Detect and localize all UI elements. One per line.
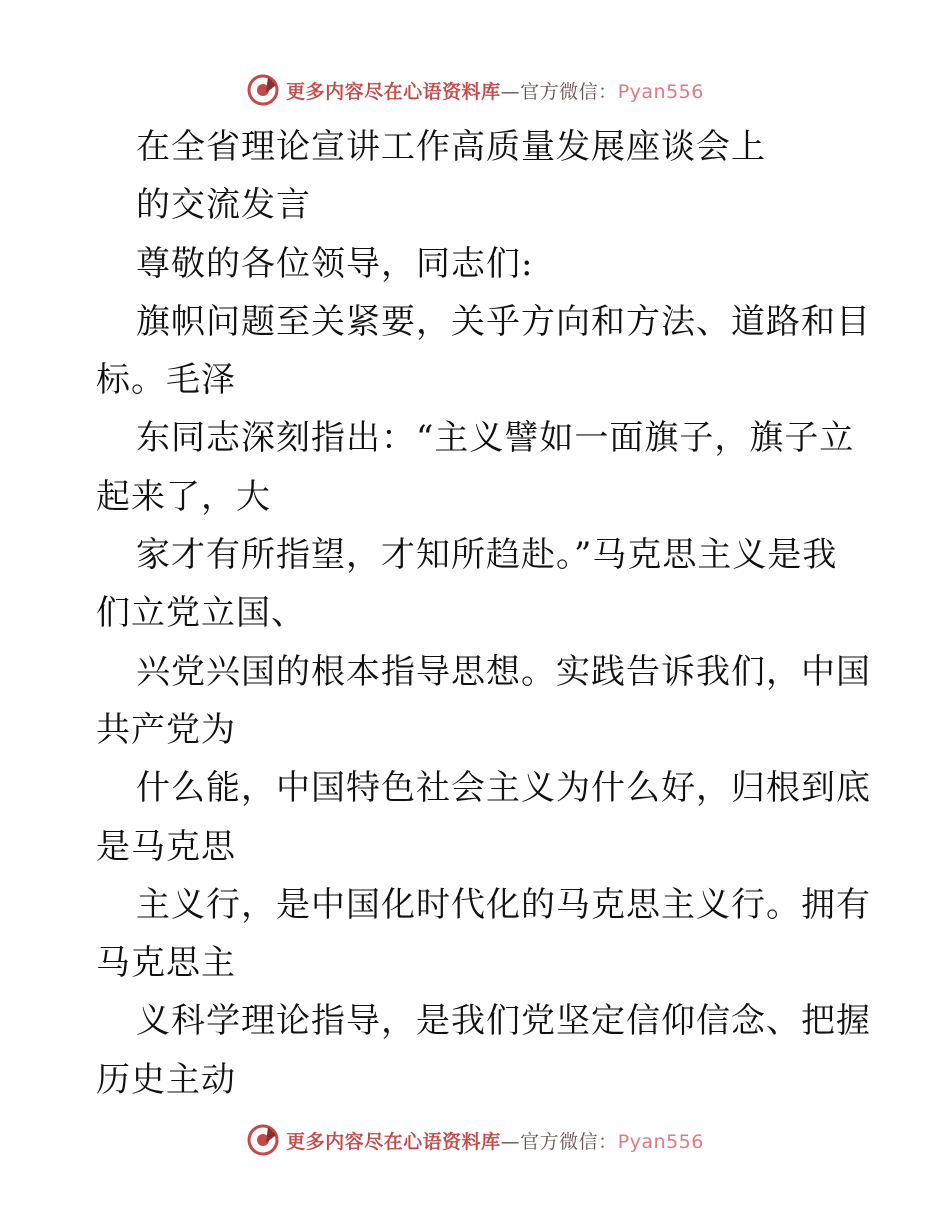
watermark-separator: — xyxy=(500,80,521,103)
text-line: 共产党为 xyxy=(96,709,236,750)
document-body xyxy=(96,118,871,1109)
text-line: 起来了，大 xyxy=(96,476,271,517)
text-line: 兴党兴国的根本指导思想。实践告诉我们，中国 xyxy=(136,651,871,692)
watermark-brand: 更多内容尽在心语资料库 xyxy=(286,1130,501,1153)
brand-logo-icon xyxy=(246,1123,280,1157)
text-line: 主义行，是中国化时代化的马克思主义行。拥有 xyxy=(136,884,871,925)
text-line: 马克思主 xyxy=(96,943,236,984)
watermark-account: Pyan556 xyxy=(617,80,704,103)
watermark-account: Pyan556 xyxy=(617,1130,704,1153)
watermark-label: 官方微信： xyxy=(520,1130,618,1153)
text-line: 尊敬的各位领导，同志们: xyxy=(136,243,534,284)
text-line: 旗帜问题至关紧要，关乎方向和方法、道路和目 xyxy=(136,301,871,342)
text-line: 的交流发言 xyxy=(136,185,311,226)
text-line: 标。毛泽 xyxy=(96,360,236,401)
footer-watermark xyxy=(0,1120,950,1160)
header-watermark xyxy=(0,70,950,110)
text-line: 什么能，中国特色社会主义为什么好，归根到底 xyxy=(136,768,871,809)
watermark-brand: 更多内容尽在心语资料库 xyxy=(286,80,501,103)
text-line: 东同志深刻指出：“主义譬如一面旗子，旗子立 xyxy=(136,418,855,459)
text-line: 义科学理论指导，是我们党坚定信仰信念、把握 xyxy=(136,1001,871,1042)
text-line: 在全省理论宣讲工作高质量发展座谈会上 xyxy=(136,127,766,167)
text-line: 历史主动 xyxy=(96,1059,236,1100)
text-line: 家才有所指望，才知所趋赴。”马克思主义是我 xyxy=(136,535,838,576)
watermark-text xyxy=(286,77,704,104)
brand-logo-icon xyxy=(246,73,280,107)
text-line: 是马克思 xyxy=(96,826,236,867)
watermark-text xyxy=(286,1127,704,1154)
text-line: 们立党立国、 xyxy=(96,593,306,634)
watermark-label: 官方微信： xyxy=(520,80,618,103)
watermark-separator: — xyxy=(500,1130,521,1153)
